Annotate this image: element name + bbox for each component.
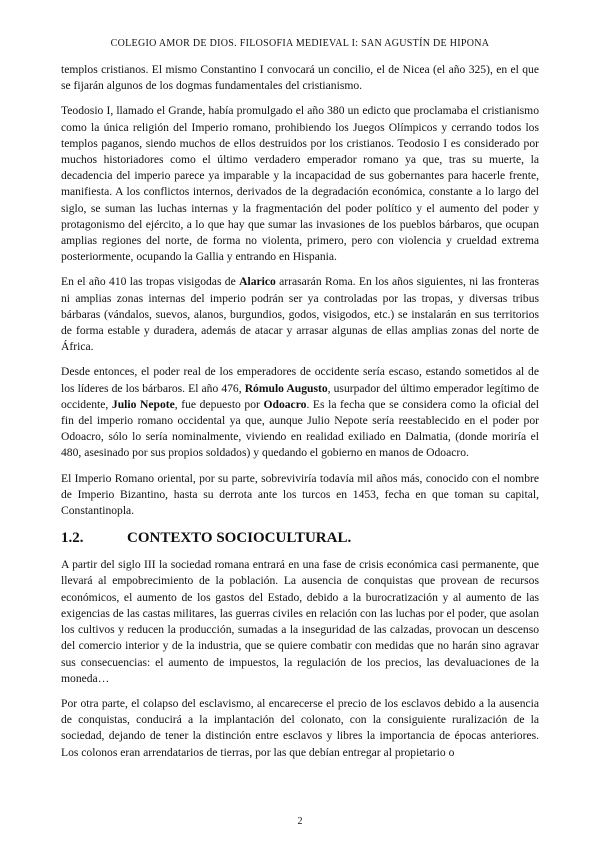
text-run: arrasarán Roma. En los años siguientes, ni las fronteras ni amplias zonas internas del imperio podrán ser ya controladas por las tropas, y diversas tribus bárbaras (vándalos, suevos, alanos, burgundios, godos, visigodos, etc.) se instalarán en sus territorios de forma estable y duradera, además de atacar y arrasar algunas de ellas amplias zonas del norte de África. <box>61 275 539 354</box>
paragraph-bizancio: El Imperio Romano oriental, por su parte, sobreviviría todavía mil años más, conocido con el nombre de Imperio Bizantino, hasta su derrota ante los turcos en 1453, fecha en que toman su capital, Constantinopla. <box>61 471 539 518</box>
paragraph-teodosio: Teodosio I, llamado el Grande, había promulgado el año 380 un edicto que proclamaba el cristianismo como la única religión del Imperio romano, prohibiendo los Juegos Olímpicos y cerrando todos los templos paganos, siendo muchos de ellos destruidos por los cristianos. Teodosio I es considerado por muchos historiadores como el último verdadero emperador romano ya que, tras su muerte, la decadencia del imperio parece ya imparable y la incapacidad de sus gobernantes para hacerle frente, manifiesta. A los conflictos internos, derivados de la degradación económica, constante a lo largo del siglo, se suman las luchas internas y la fragmentación del poder político y el aumento del poder y protagonismo del ejército, a lo que hay que sumar las invasiones de los pueblos bárbaros, que ocupan amplias regiones del norte, de forma no violenta, primero, pero con violencia y crueldad extrema posteriormente, ocupando la Gallia y entrando en Hispania. <box>61 104 539 264</box>
paragraph-crisis: A partir del siglo III la sociedad romana entrará en una fase de crisis económica casi permanente, que llevará al empobrecimiento de la población. La ausencia de conquistas que provean de recursos económicos, el aumento de los gastos del Estado, debido a la burocratización y al aumento de las exigencias de las castas militares, las guerras civiles en relación con las luchas por el poder, que asolan los cultivos y reducen la producción, sumadas a la inseguridad de las calzadas, provocan un descenso del comercio interior y de la industria, que se quiere combatir con medidas que no harán sino agravar sus consecuencias: el aumento de impuestos, la regulación de los precios, las devaluaciones de la moneda… <box>61 558 539 685</box>
text-run: , usurpador del último emperador legítimo de occidente, <box>61 381 539 411</box>
paragraph-nicea: templos cristianos. El mismo Constantino I convocará un concilio, el de Nicea (el año 325), en el que se fijarán algunos de los dogmas fundamentales del cristianismo. <box>61 63 539 93</box>
bold-name-odoacro: Odoacro <box>263 397 307 411</box>
text-run: Desde entonces, el poder real de los emperadores de occidente sería escaso, estando sometidos al de los líderes de los bárbaros. El año 476, <box>61 365 539 395</box>
paragraph-odoacro <box>61 364 539 461</box>
bold-name-nepote: Julio Nepote <box>111 397 175 411</box>
text-run: , fue depuesto por <box>174 397 264 411</box>
section-heading <box>61 528 539 548</box>
page-number: 2 <box>297 816 303 827</box>
paragraph-alarico <box>61 274 539 355</box>
paragraph-esclavismo: Por otra parte, el colapso del esclavismo, al encarecerse el precio de los esclavos debido a la ausencia de conquistas, conducirá a la implantación del colonato, con la consiguiente ruralización de la sociedad, dejando de tener la distinción entre esclavos y libres la importancia de épocas anteriores. Los colonos eran arrendatarios de tierras, por las que debían entregar al propietario o <box>61 696 539 759</box>
document-body <box>61 62 539 770</box>
bold-name-romulo: Rómulo Augusto <box>244 381 328 395</box>
section-number: 1.2. <box>61 530 84 547</box>
page-header: COLEGIO AMOR DE DIOS. FILOSOFIA MEDIEVAL I: SAN AGUSTÍN DE HIPONA <box>110 38 490 49</box>
bold-name-alarico: Alarico <box>239 275 276 289</box>
text-run: En el año 410 las tropas visigodas de <box>61 275 240 289</box>
section-title: CONTEXTO SOCIOCULTURAL. <box>127 530 352 547</box>
text-run: . Es la fecha que se considera como la oficial del fin del imperio romano occidental ya que, aunque Julio Nepote sería reestablecido en el poder por Odoacro, sólo lo sería nominalmente, viviendo en realidad exiliado en Dalmatia, (donde moriría el 480, asesinado por sus propios soldados) y quedando el gobierno en manos de Odoacro. <box>61 397 539 460</box>
